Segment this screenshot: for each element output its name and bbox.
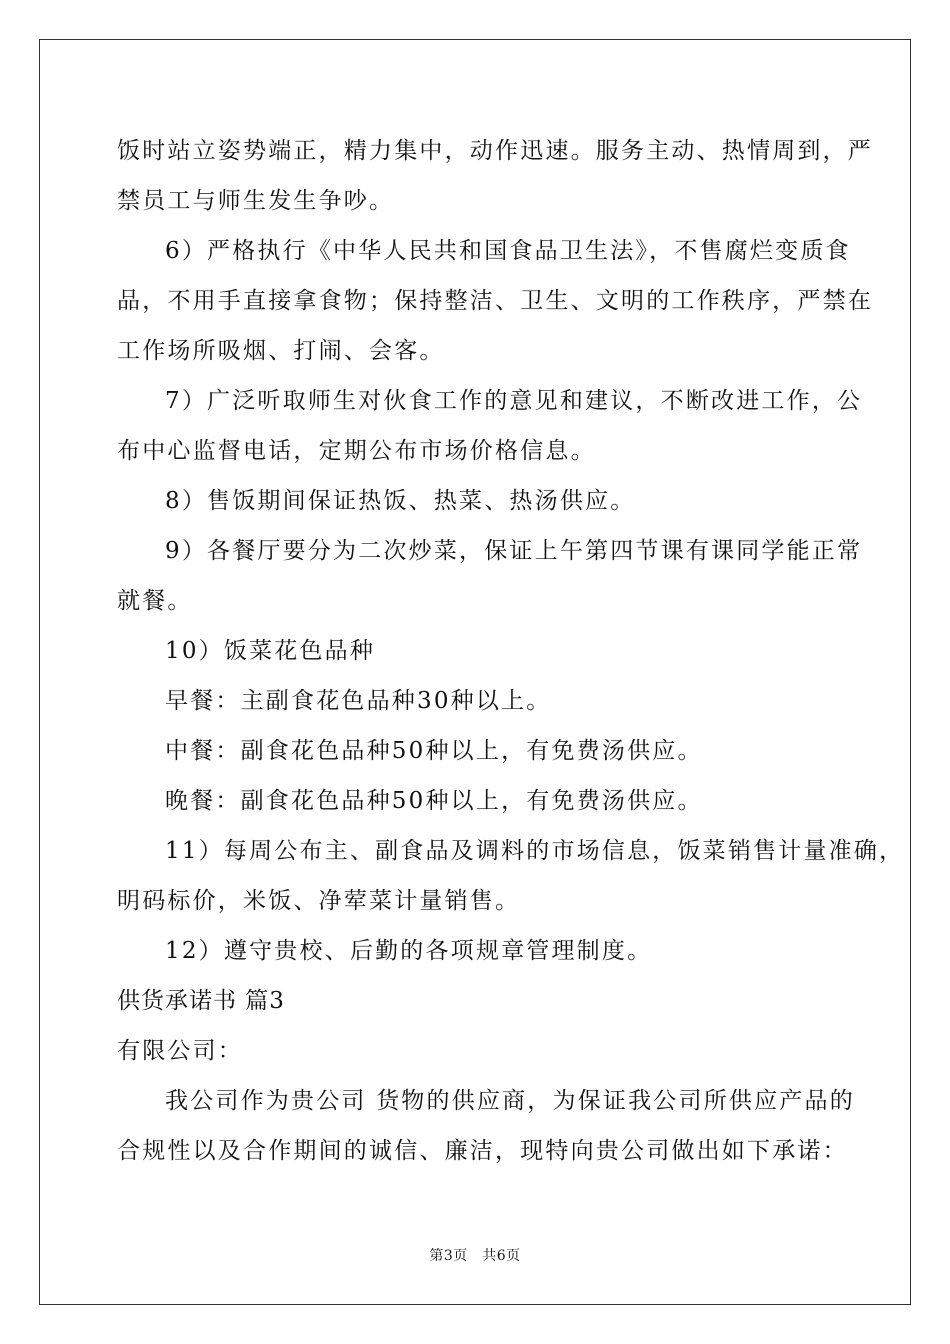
text-line: 禁员工与师生发生争吵。 (117, 188, 395, 214)
text-line: 9）各餐厅要分为二次炒菜，保证上午第四节课有课同学能正常 (165, 538, 863, 564)
text-line: 晚餐：副食花色品种50种以上，有免费汤供应。 (165, 788, 703, 814)
text-line: 8）售饭期间保证热饭、热菜、热汤供应。 (165, 488, 636, 514)
text-line: 就餐。 (117, 588, 193, 614)
section-title: 供货承诺书 篇3 (117, 988, 285, 1014)
text-line: 10）饭菜花色品种 (165, 638, 376, 664)
text-line: 11）每周公布主、副食品及调料的市场信息，饭菜销售计量准确， (165, 838, 905, 864)
text-line: 6）严格执行《中华人民共和国食品卫生法》，不售腐烂变质食 (165, 238, 851, 264)
text-line: 品，不用手直接拿食物；保持整洁、卫生、文明的工作秩序，严禁在 (117, 288, 873, 314)
text-line: 中餐：副食花色品种50种以上，有免费汤供应。 (165, 738, 703, 764)
page-number: 第3页 共6页 (429, 1248, 521, 1264)
text-line: 我公司作为贵公司 货物的供应商，为保证我公司所供应产品的 (165, 1088, 855, 1114)
text-line: 明码标价，米饭、净荤菜计量销售。 (117, 888, 521, 914)
text-line: 工作场所吸烟、打闹、会客。 (117, 338, 445, 364)
document-body (117, 126, 905, 1176)
text-line: 7）广泛听取师生对伙食工作的意见和建议，不断改进工作，公 (165, 388, 863, 414)
text-line: 有限公司： (117, 1038, 243, 1064)
text-line: 饭时站立姿势端正，精力集中，动作迅速。服务主动、热情周到，严 (117, 138, 873, 164)
text-line: 合规性以及合作期间的诚信、廉洁，现特向贵公司做出如下承诺： (117, 1138, 848, 1164)
text-line: 早餐：主副食花色品种30种以上。 (165, 688, 552, 714)
text-line: 布中心监督电话，定期公布市场价格信息。 (117, 438, 596, 464)
text-line: 12）遵守贵校、后勤的各项规章管理制度。 (165, 938, 653, 964)
